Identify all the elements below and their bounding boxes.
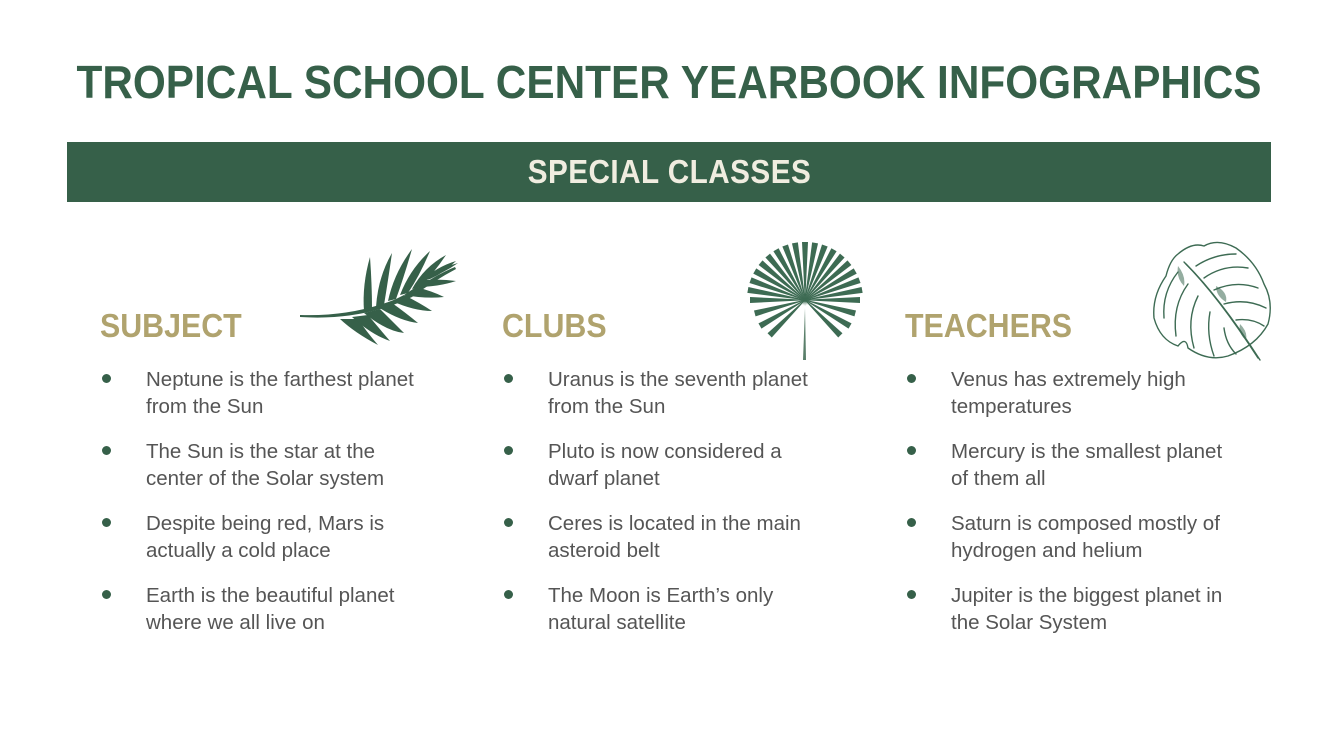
bullet-dot — [907, 446, 916, 455]
list-item — [100, 366, 470, 420]
section-banner — [67, 142, 1271, 202]
list-item — [502, 366, 872, 420]
column-heading: CLUBS — [502, 307, 607, 344]
page-title: TROPICAL SCHOOL CENTER YEARBOOK INFOGRAPHICS — [76, 56, 1262, 108]
banner-label: SPECIAL CLASSES — [527, 153, 811, 190]
bullet-dot — [102, 518, 111, 527]
bullet-dot — [907, 590, 916, 599]
bullet-dot — [102, 374, 111, 383]
bullet-dot — [504, 590, 513, 599]
list-item — [502, 438, 872, 492]
item-line-2: natural satellite — [548, 611, 686, 634]
bullet-dot — [907, 374, 916, 383]
palm-frond-icon — [300, 245, 460, 350]
list-item — [100, 582, 470, 636]
list-item — [100, 510, 470, 564]
item-line-1: Mercury is the smallest planet — [951, 440, 1223, 463]
item-line-2: asteroid belt — [548, 539, 660, 562]
item-line-2: where we all live on — [146, 611, 325, 634]
bullet-dot — [102, 446, 111, 455]
bullet-list — [905, 366, 1275, 654]
bullet-dot — [504, 446, 513, 455]
item-line-1: Pluto is now considered a — [548, 440, 782, 463]
item-line-1: Saturn is composed mostly of — [951, 512, 1220, 535]
item-line-1: The Moon is Earth’s only — [548, 584, 774, 607]
list-item — [100, 438, 470, 492]
list-item — [905, 438, 1275, 492]
column-heading: TEACHERS — [905, 307, 1073, 344]
bullet-dot — [102, 590, 111, 599]
monstera-leaf-icon — [1148, 236, 1274, 364]
item-line-2: from the Sun — [548, 395, 666, 418]
item-line-2: hydrogen and helium — [951, 539, 1143, 562]
item-line-1: Jupiter is the biggest planet in — [951, 584, 1223, 607]
item-line-2: of them all — [951, 467, 1046, 490]
list-item — [905, 582, 1275, 636]
bullet-dot — [504, 518, 513, 527]
item-line-1: Neptune is the farthest planet — [146, 368, 414, 391]
list-item — [905, 510, 1275, 564]
item-line-2: the Solar System — [951, 611, 1108, 634]
item-line-1: Earth is the beautiful planet — [146, 584, 395, 607]
item-line-2: from the Sun — [146, 395, 264, 418]
item-line-2: dwarf planet — [548, 467, 660, 490]
bullet-list — [502, 366, 872, 654]
bullet-dot — [907, 518, 916, 527]
column-heading: SUBJECT — [100, 307, 242, 344]
fan-palm-icon — [742, 240, 868, 360]
item-line-1: Despite being red, Mars is — [146, 512, 385, 535]
item-line-1: Uranus is the seventh planet — [548, 368, 808, 391]
bullet-list — [100, 366, 470, 654]
list-item — [502, 510, 872, 564]
item-line-2: temperatures — [951, 395, 1072, 418]
item-line-2: center of the Solar system — [146, 467, 385, 490]
list-item — [502, 582, 872, 636]
list-item — [905, 366, 1275, 420]
item-line-1: The Sun is the star at the — [146, 440, 376, 463]
item-line-2: actually a cold place — [146, 539, 331, 562]
item-line-1: Venus has extremely high — [951, 368, 1186, 391]
item-line-1: Ceres is located in the main — [548, 512, 801, 535]
bullet-dot — [504, 374, 513, 383]
